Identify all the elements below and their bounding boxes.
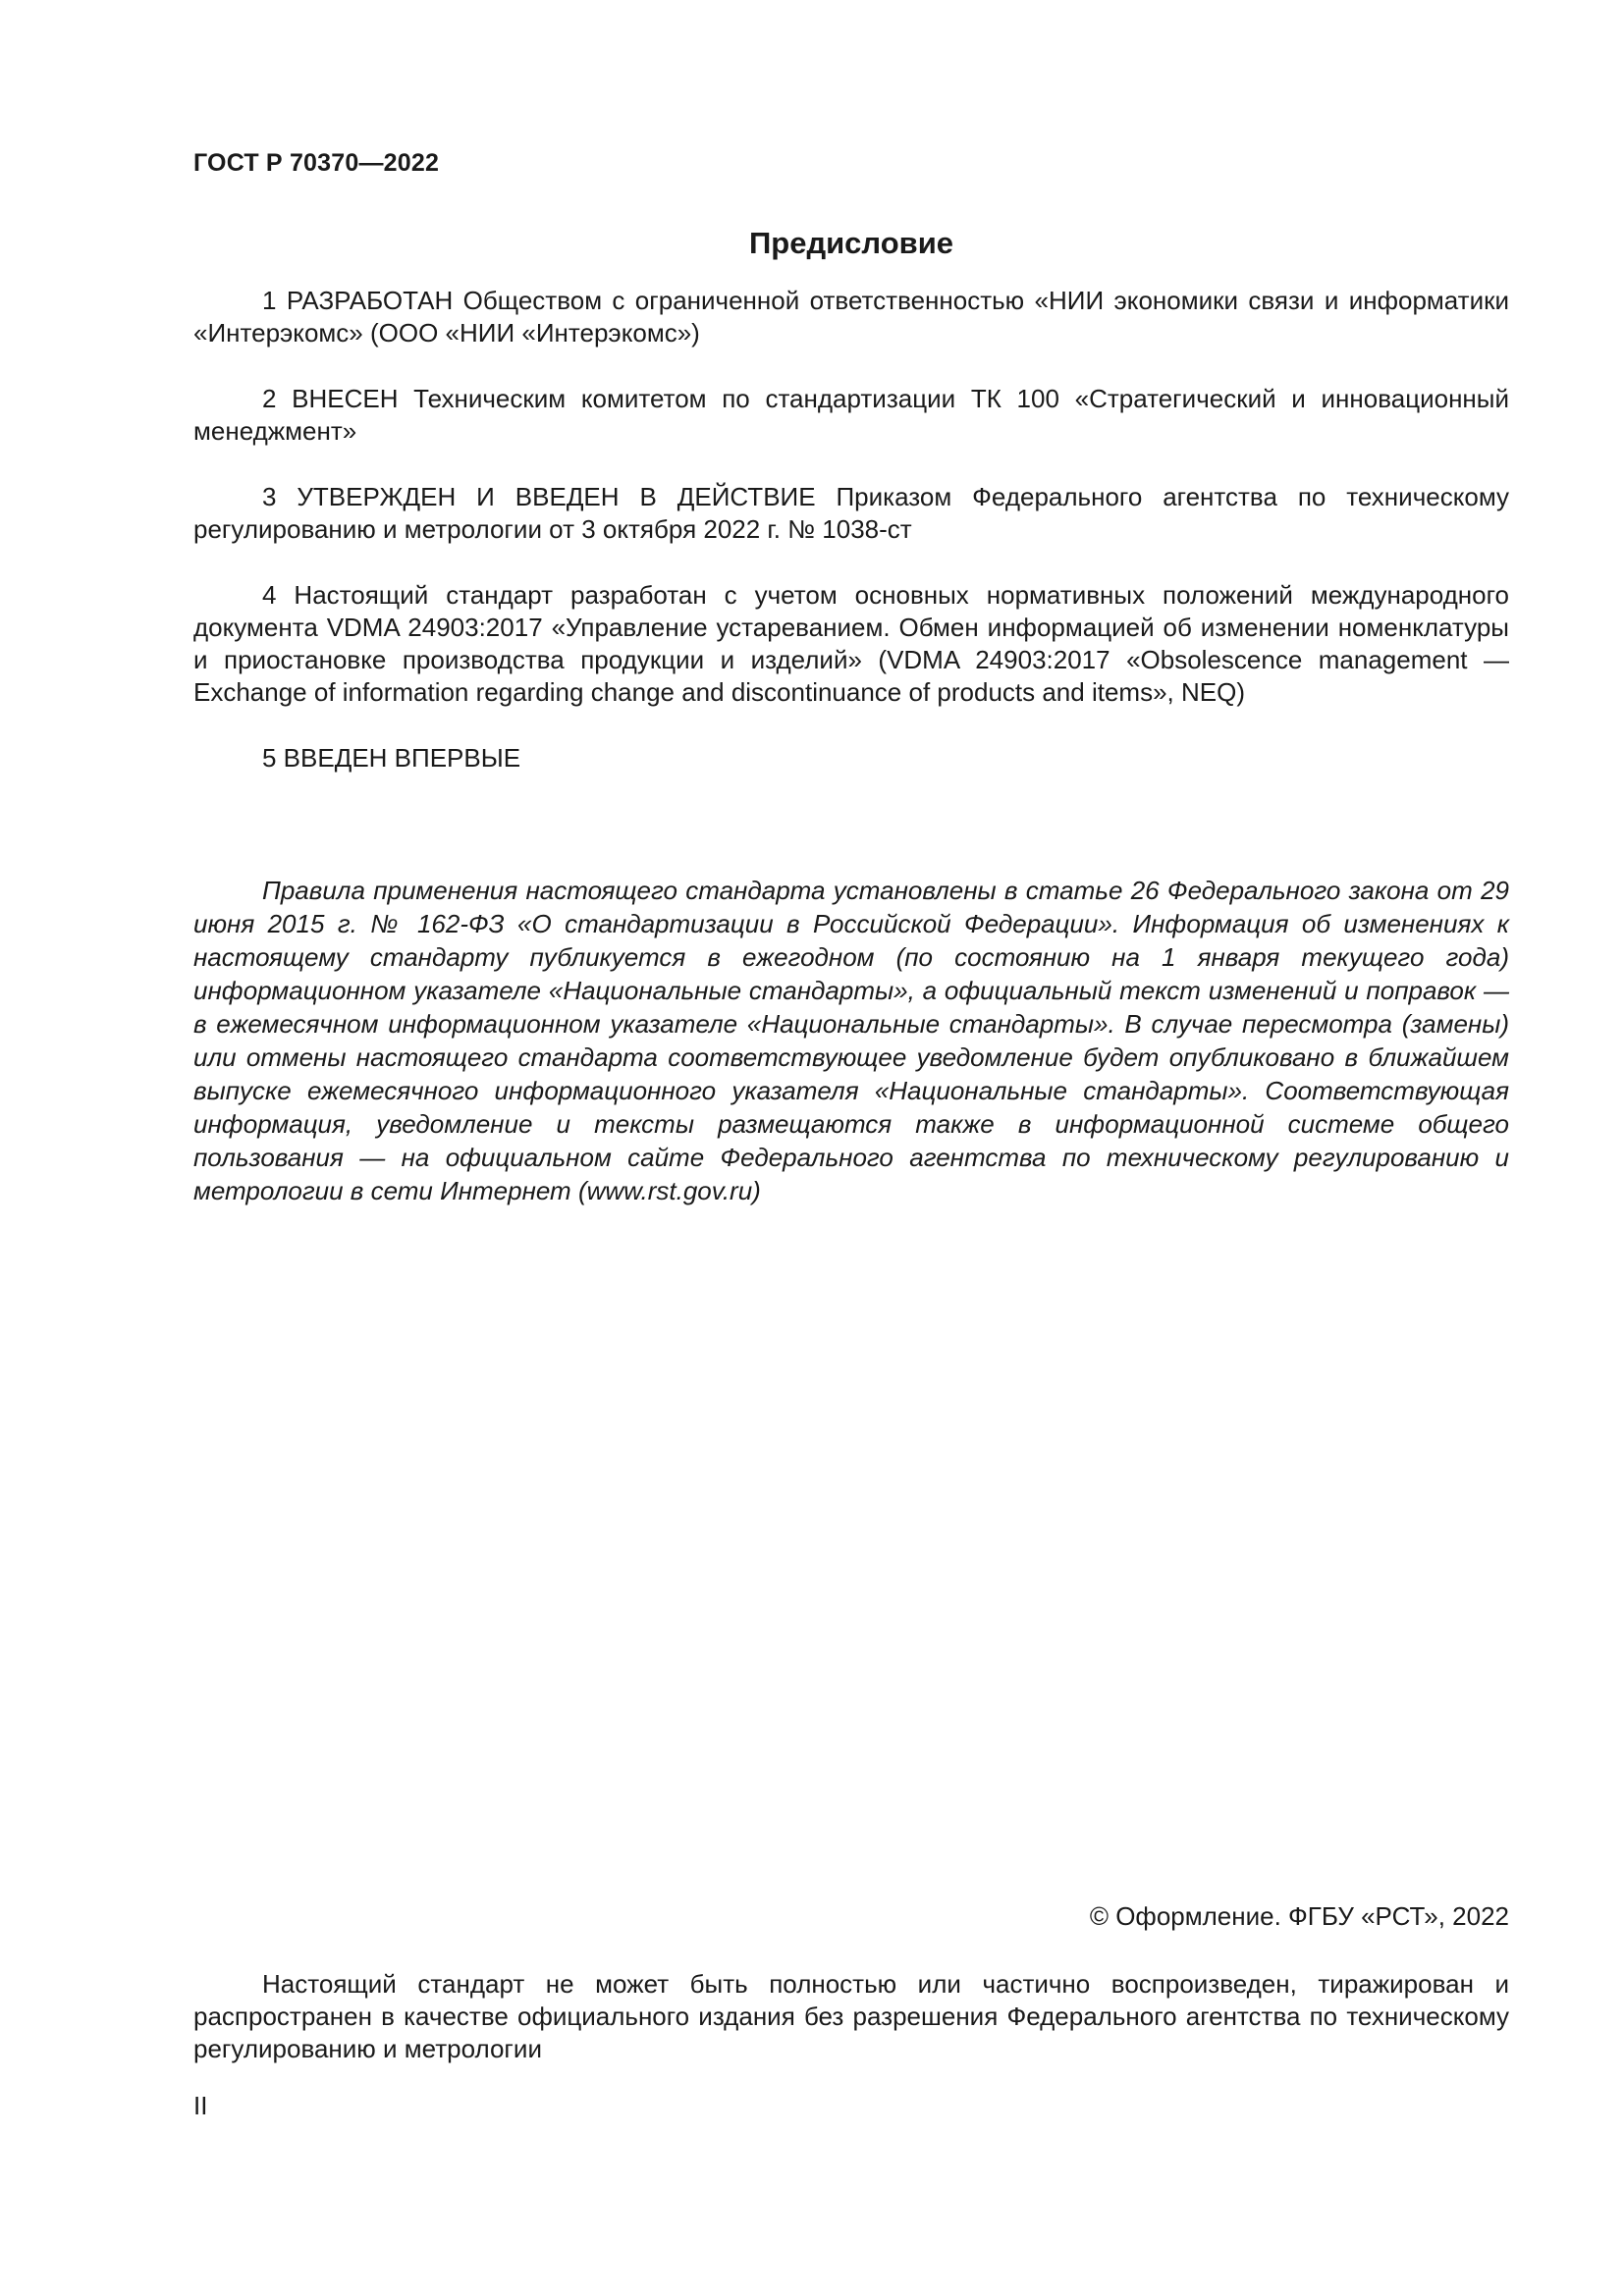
copyright-line: © Оформление. ФГБУ «РСТ», 2022	[1089, 1901, 1509, 1931]
preface-item-2: 2 ВНЕСЕН Техническим комитетом по стандартизации ТК 100 «Стратегический и инновационный менеджмент»	[193, 384, 1509, 446]
page-number: II	[193, 2091, 208, 2120]
document-code: ГОСТ Р 70370—2022	[193, 149, 440, 177]
preface-item-5: 5 ВВЕДЕН ВПЕРВЫЕ	[262, 743, 521, 773]
application-rules-paragraph: Правила применения настоящего стандарта установлены в статье 26 Федерального закона от 29 июня 2015 г. № 162-ФЗ «О стандартизации в Российской Федерации». Информация об изменениях к настоящему стандарту публикуется в ежегодном (по состоянию на 1 января текущего года) информационном указателе «Национальные стандарты», а официальный текст изменений и поправок — в ежемесячном информационном указателе «Национальные стандарты». В случае пересмотра (замены) или отмены настоящего стандарта соответствующее уведомление будет опубликовано в ближайшем выпуске ежемесячного информационного указателя «Национальные стандарты». Соответствующая информация, уведомление и тексты размещаются также в информационной системе общего пользования — на официальном сайте Федерального агентства по техническому регулированию и метрологии в сети Интернет (www.rst.gov.ru)	[193, 876, 1509, 1205]
preface-item-3: 3 УТВЕРЖДЕН И ВВЕДЕН В ДЕЙСТВИЕ Приказом Федерального агентства по техническому регулированию и метрологии от 3 октября 2022 г. № 1038-ст	[193, 482, 1509, 544]
page-title: Предисловие	[748, 226, 953, 260]
preface-item-4: 4 Настоящий стандарт разработан с учетом основных нормативных положений международного документа VDMA 24903:2017 «Управление устареванием. Обмен информацией об изменении номенклатуры и приостановке производства продукции и изделий» (VDMA 24903:2017 «Obsolescence management — Exchange of information regarding change and discontinuance of products and items», NEQ)	[193, 580, 1509, 707]
preface-item-1: 1 РАЗРАБОТАН Обществом с ограниченной ответственностью «НИИ экономики связи и информатики «Интерэкомс» (ООО «НИИ «Интерэкомс»)	[193, 286, 1509, 347]
reproduction-notice: Настоящий стандарт не может быть полностью или частично воспроизведен, тиражирован и распространен в качестве официального издания без разрешения Федерального агентства по техническому регулированию и метрологии	[193, 1969, 1509, 2063]
